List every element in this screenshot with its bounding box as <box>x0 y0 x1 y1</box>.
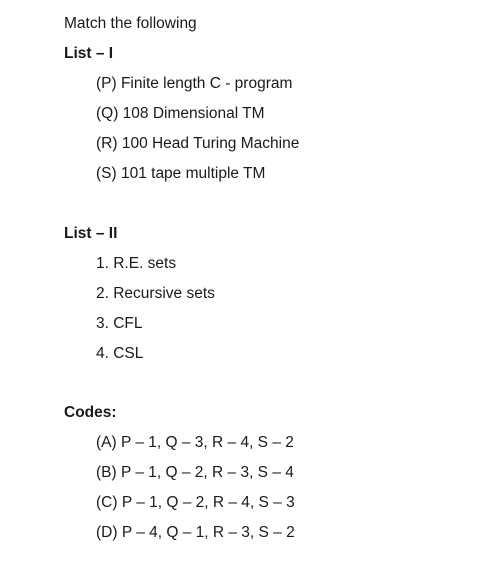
code-option-a: (A) P – 1, Q – 3, R – 4, S – 2 <box>96 434 294 451</box>
list-1-item-r: (R) 100 Head Turing Machine <box>96 135 300 152</box>
question-instruction: Match the following <box>64 15 197 32</box>
list-2-item-1: 1. R.E. sets <box>96 255 177 272</box>
list-2-item-2: 2. Recursive sets <box>96 285 215 302</box>
list-2-item-4: 4. CSL <box>96 345 144 362</box>
code-option-d: (D) P – 4, Q – 1, R – 3, S – 2 <box>96 524 295 541</box>
list-2-item-3: 3. CFL <box>96 315 143 332</box>
list-1-item-q: (Q) 108 Dimensional TM <box>96 105 265 122</box>
list-1-item-p: (P) Finite length C - program <box>96 75 293 92</box>
codes-heading: Codes: <box>64 404 117 421</box>
list-1-item-s: (S) 101 tape multiple TM <box>96 165 266 182</box>
code-option-b: (B) P – 1, Q – 2, R – 3, S – 4 <box>96 464 294 481</box>
code-option-c: (C) P – 1, Q – 2, R – 4, S – 3 <box>96 494 295 511</box>
list-2-heading: List – II <box>64 225 118 242</box>
list-1-heading: List – I <box>64 45 114 62</box>
